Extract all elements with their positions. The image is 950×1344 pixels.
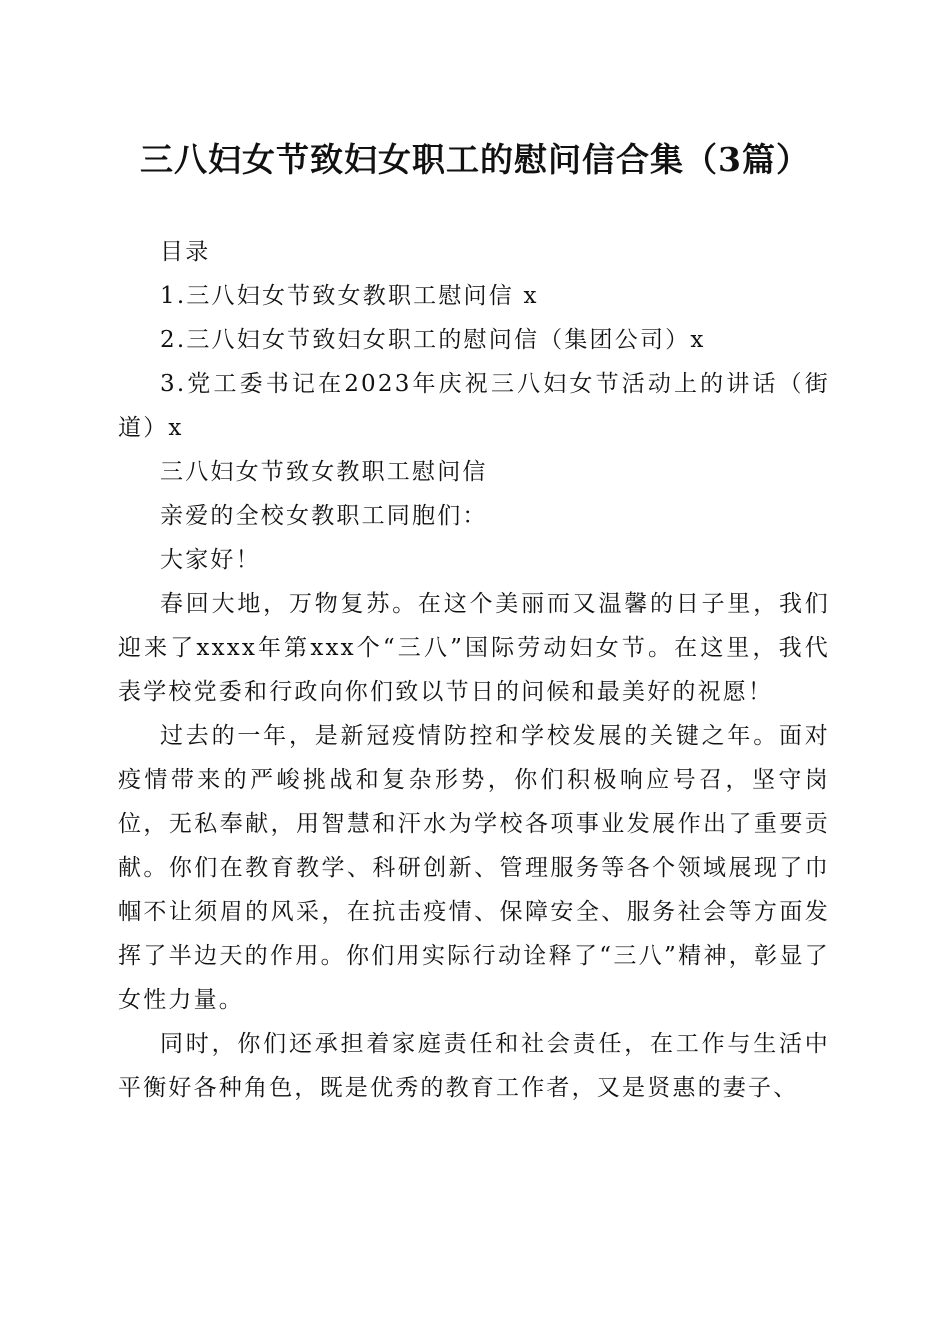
- body-paragraph: 过去的一年，是新冠疫情防控和学校发展的关键之年。面对疫情带来的严峻挑战和复杂形势，你们积极响应号召，坚守岗位，无私奉献，用智慧和汗水为学校各项事业发展作出了重要贡献。你们在教育教学、科研创新、管理服务等各个领域展现了巾帼不让须眉的风采，在抗击疫情、保障安全、服务社会等方面发挥了半边天的作用。你们用实际行动诠释了“三八”精神，彰显了女性力量。: [118, 723, 830, 1013]
- toc-item: 1.三八妇女节致女教职工慰问信 x: [160, 283, 539, 309]
- toc-heading: 目录: [160, 239, 211, 265]
- salutation: 亲爱的全校女教职工同胞们：: [160, 503, 488, 529]
- document-title: 三八妇女节致妇女职工的慰问信合集（3篇）: [140, 140, 810, 179]
- greeting: 大家好！: [160, 547, 261, 573]
- letter-title: 三八妇女节致女教职工慰问信: [160, 459, 488, 485]
- toc-item: 3.党工委书记在2023年庆祝三八妇女节活动上的讲话（街道）x: [118, 371, 830, 441]
- toc-item: 2.三八妇女节致妇女职工的慰问信（集团公司）x: [160, 327, 706, 353]
- document-body: [118, 230, 830, 1110]
- body-paragraph: 同时，你们还承担着家庭责任和社会责任，在工作与生活中平衡好各种角色，既是优秀的教育工作者，又是贤惠的妻子、: [118, 1031, 830, 1101]
- body-paragraph: 春回大地，万物复苏。在这个美丽而又温馨的日子里，我们迎来了xxxx年第xxx个“三八”国际劳动妇女节。在这里，我代表学校党委和行政向你们致以节日的问候和最美好的祝愿！: [118, 591, 830, 705]
